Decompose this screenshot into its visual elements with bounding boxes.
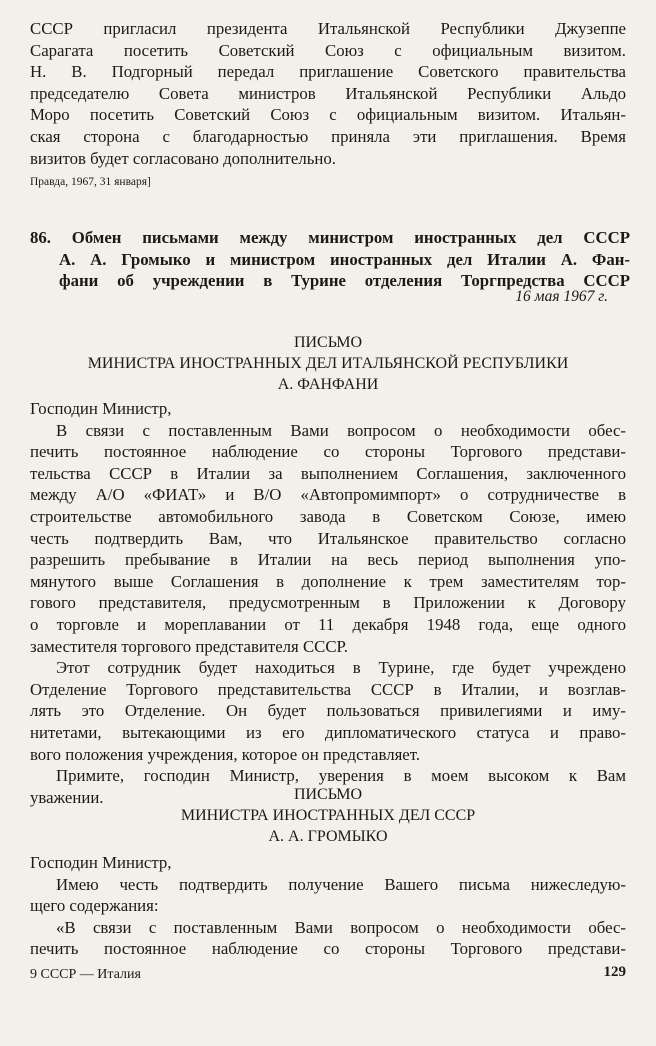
intro-paragraph bbox=[30, 18, 626, 169]
text-line: «В связи с поставленным Вами вопросом о необходимости обес- bbox=[56, 917, 626, 937]
text-line: лять это Отделение. Он будет пользоваться привилегиями и иму- bbox=[30, 701, 626, 721]
text-line: честь подтвердить Вам, что Итальянское правительство согласно bbox=[30, 528, 626, 548]
title-line: МИНИСТРА ИНОСТРАННЫХ ДЕЛ СССР bbox=[180, 807, 476, 824]
text-line: печить постоянное наблюдение со стороны Торгового представи- bbox=[30, 442, 626, 462]
heading-line: А. А. Громыко и министром иностранных дел Италии А. Фан- bbox=[59, 249, 630, 269]
title-line: А. А. ГРОМЫКО bbox=[268, 828, 388, 845]
text-line: вого положения учреждения, которое он представляет. bbox=[30, 744, 421, 764]
text-line: о торговле и мореплавании от 11 декабря 1948 года, еще одного bbox=[30, 614, 626, 634]
text-line: строительстве автомобильного завода в Советском Союзе, имею bbox=[30, 506, 626, 526]
text-line: Отделение Торгового представительства СССР в Италии, и возглав- bbox=[30, 679, 626, 699]
text-line: щего содержания: bbox=[30, 896, 159, 916]
text-line: печить постоянное наблюдение со стороны Торгового представи- bbox=[30, 939, 626, 959]
text-line: Имею честь подтвердить получение Вашего письма нижеследую- bbox=[56, 874, 626, 894]
text-line: ская сторона с благодарностью приняла эти приглашения. Время bbox=[30, 126, 626, 146]
text-line: Сарагата посетить Советский Союз с официальным визитом. bbox=[30, 40, 626, 60]
text-line: между А/О «ФИАТ» и В/О «Автопромимпорт» о сотрудничестве в bbox=[30, 485, 626, 505]
text-line: гового представителя, предусмотренным в Приложении к Договору bbox=[30, 593, 626, 613]
letter1-title bbox=[0, 332, 656, 395]
letter1-body bbox=[30, 398, 626, 808]
text-line: Этот сотрудник будет находиться в Турине, где будет учреждено bbox=[56, 658, 626, 678]
text-line: Моро посетить Советский Союз с официальным визитом. Итальян- bbox=[30, 105, 626, 125]
heading-line: фани об учреждении в Турине отделения Торгпредства СССР bbox=[59, 271, 630, 291]
heading-line: 86. Обмен письмами между министром иностранных дел СССР bbox=[30, 228, 630, 247]
salutation: Господин Министр, bbox=[30, 399, 172, 418]
title-line: ПИСЬМО bbox=[293, 334, 363, 351]
text-line: уважении. bbox=[30, 787, 104, 807]
text-line: разрешить пребывание в Италии на весь период выполнения упо- bbox=[30, 550, 626, 570]
text-line: заместителя торгового представителя СССР. bbox=[30, 636, 348, 656]
text-line: Примите, господин Министр, уверения в моем высоком к Вам bbox=[56, 766, 626, 786]
letter2-body bbox=[30, 852, 626, 960]
text-line: мянутого выше Соглашения в дополнение к трем заместителям тор- bbox=[30, 571, 626, 591]
text-line: СССР пригласил президента Итальянской Республики Джузеппе bbox=[30, 19, 626, 38]
document-heading bbox=[30, 227, 630, 292]
title-line: А. ФАНФАНИ bbox=[277, 376, 379, 393]
text-line: председателю Совета министров Итальянской Республики Альдо bbox=[30, 83, 626, 103]
signature-mark: 9 СССР — Италия bbox=[30, 967, 141, 982]
letter2-title bbox=[0, 784, 656, 847]
document-date: 16 мая 1967 г. bbox=[515, 288, 608, 305]
title-line: МИНИСТРА ИНОСТРАННЫХ ДЕЛ ИТАЛЬЯНСКОЙ РЕСПУБЛИКИ bbox=[87, 355, 569, 372]
page-number: 129 bbox=[603, 964, 626, 980]
text-line: нитетами, вытекающими из его дипломатического статуса и право- bbox=[30, 722, 626, 742]
text-line: тельства СССР в Италии за выполнением Соглашения, заключенного bbox=[30, 463, 626, 483]
text-line: визитов будет согласовано дополнительно. bbox=[30, 148, 336, 168]
source-citation: Правда, 1967, 31 января] bbox=[30, 176, 151, 188]
text-line: В связи с поставленным Вами вопросом о необходимости обес- bbox=[56, 420, 626, 440]
title-line: ПИСЬМО bbox=[293, 786, 363, 803]
text-line: Н. В. Подгорный передал приглашение Советского правительства bbox=[30, 62, 626, 82]
salutation: Господин Министр, bbox=[30, 853, 172, 872]
